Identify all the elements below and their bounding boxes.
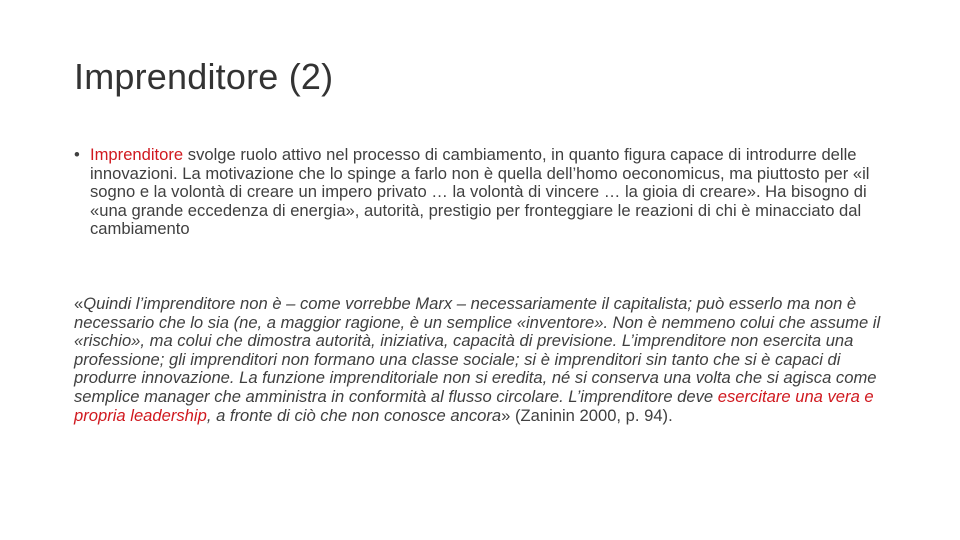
quote-tail: , a fronte di ciò che non conosce ancora (206, 405, 502, 425)
quote-citation: (Zaninin 2000, p. 94). (510, 405, 673, 425)
quote-close-mark: » (501, 405, 511, 425)
bullet-marker: • (74, 145, 80, 164)
bullet-row (74, 146, 904, 239)
quote-open-mark: « (74, 294, 84, 313)
bullet-text (90, 146, 904, 239)
quote-text: Quindi l’imprenditore non è – come vorrebbe Marx – necessariamente il capitalista; può esserlo ma non è necessario che lo sia (ne, a maggior ragione, è un semplice «inventore». Non è nemmeno colui che assume il «rischio», ma colui che dimostra autorità, iniziativa, capacità di previsione. L’imprenditore non esercita una professione; gli imprenditori non formano una classe sociale; si è imprenditori sin tanto che si è capaci di produrre innovazione. La funzione imprenditoriale non si eredita, né si conserva una volta che si agisca come semplice manager che amministra in conformità al flusso circolare. L’imprenditore deve (74, 294, 881, 406)
quote-highlight: esercitare una vera e propria leadership (74, 386, 874, 425)
quote-paragraph (74, 295, 904, 425)
bullet-paragraph (74, 146, 904, 239)
bullet-body: svolge ruolo attivo nel processo di cambiamento, in quanto figura capace di introdurre delle innovazioni. La motivazione che lo spinge a farlo non è quella dell’homo oeconomicus, ma piuttosto per «il sogno e la volontà di creare un impero privato … la volontà di vincere … la gioia di creare». Ha bisogno di «una grande eccedenza di energia», autorità, prestigio per fronteggiare le reazioni di chi è minacciato dal cambiamento (90, 145, 870, 239)
slide-title: Imprenditore (2) (74, 56, 334, 97)
bullet-term: Imprenditore (90, 145, 184, 164)
